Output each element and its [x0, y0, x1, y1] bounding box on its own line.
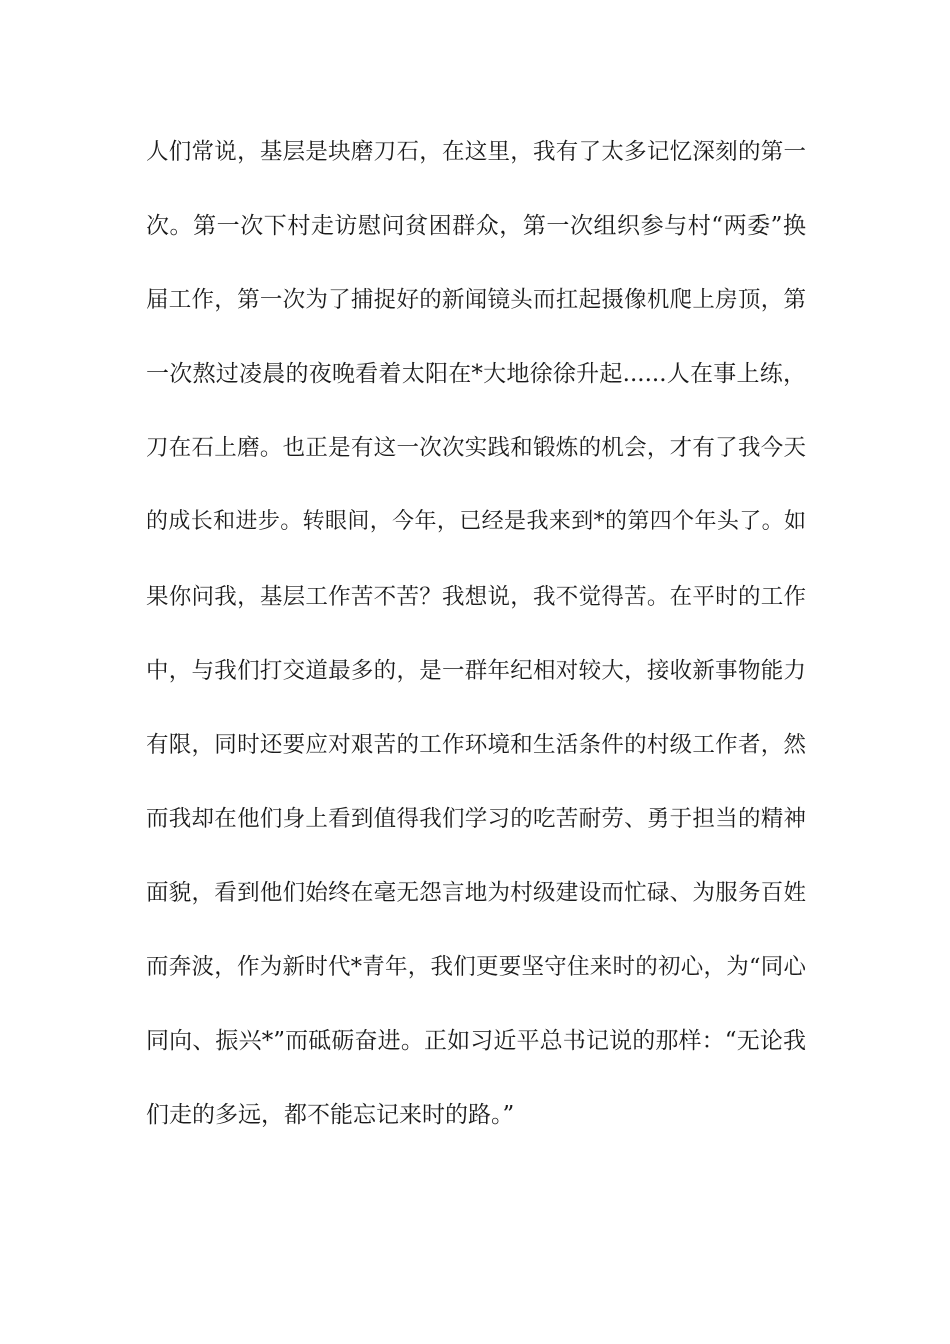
body-paragraph [146, 123, 806, 1160]
paragraph-line-11: 面貌，看到他们始终在毫无怨言地为村级建设而忙碌、为服务百姓 [146, 879, 806, 906]
paragraph-line-6: 的成长和进步。转眼间，今年，已经是我来到*的第四个年头了。如 [146, 509, 806, 535]
paragraph-line-14: 们走的多远，都不能忘记来时的路。” [146, 1102, 515, 1129]
paragraph-line-9: 有限，同时还要应对艰苦的工作环境和生活条件的村级工作者，然 [146, 731, 806, 758]
paragraph-line-8: 中，与我们打交道最多的，是一群年纪相对较大，接收新事物能力 [146, 657, 806, 684]
paragraph-line-4: 一次熬过凌晨的夜晚看着太阳在*大地徐徐升起......人在事上练， [146, 361, 806, 388]
paragraph-line-2: 次。第一次下村走访慰问贫困群众，第一次组织参与村“两委”换 [146, 213, 806, 240]
paragraph-line-13: 同向、振兴*”而砥砺奋进。正如习近平总书记说的那样：“无论我 [146, 1028, 806, 1055]
paragraph-line-10: 而我却在他们身上看到值得我们学习的吃苦耐劳、勇于担当的精神 [146, 805, 806, 832]
paragraph-line-12: 而奔波，作为新时代*青年，我们更要坚守住来时的初心，为“同心 [146, 954, 806, 981]
paragraph-line-3: 届工作，第一次为了捕捉好的新闻镜头而扛起摄像机爬上房顶，第 [146, 287, 806, 314]
paragraph-line-1: 人们常说，基层是块磨刀石，在这里，我有了太多记忆深刻的第一 [146, 139, 806, 165]
paragraph-line-7: 果你问我，基层工作苦不苦？我想说，我不觉得苦。在平时的工作 [146, 583, 806, 610]
paragraph-line-5: 刀在石上磨。也正是有这一次次实践和锻炼的机会，才有了我今天 [146, 435, 806, 462]
